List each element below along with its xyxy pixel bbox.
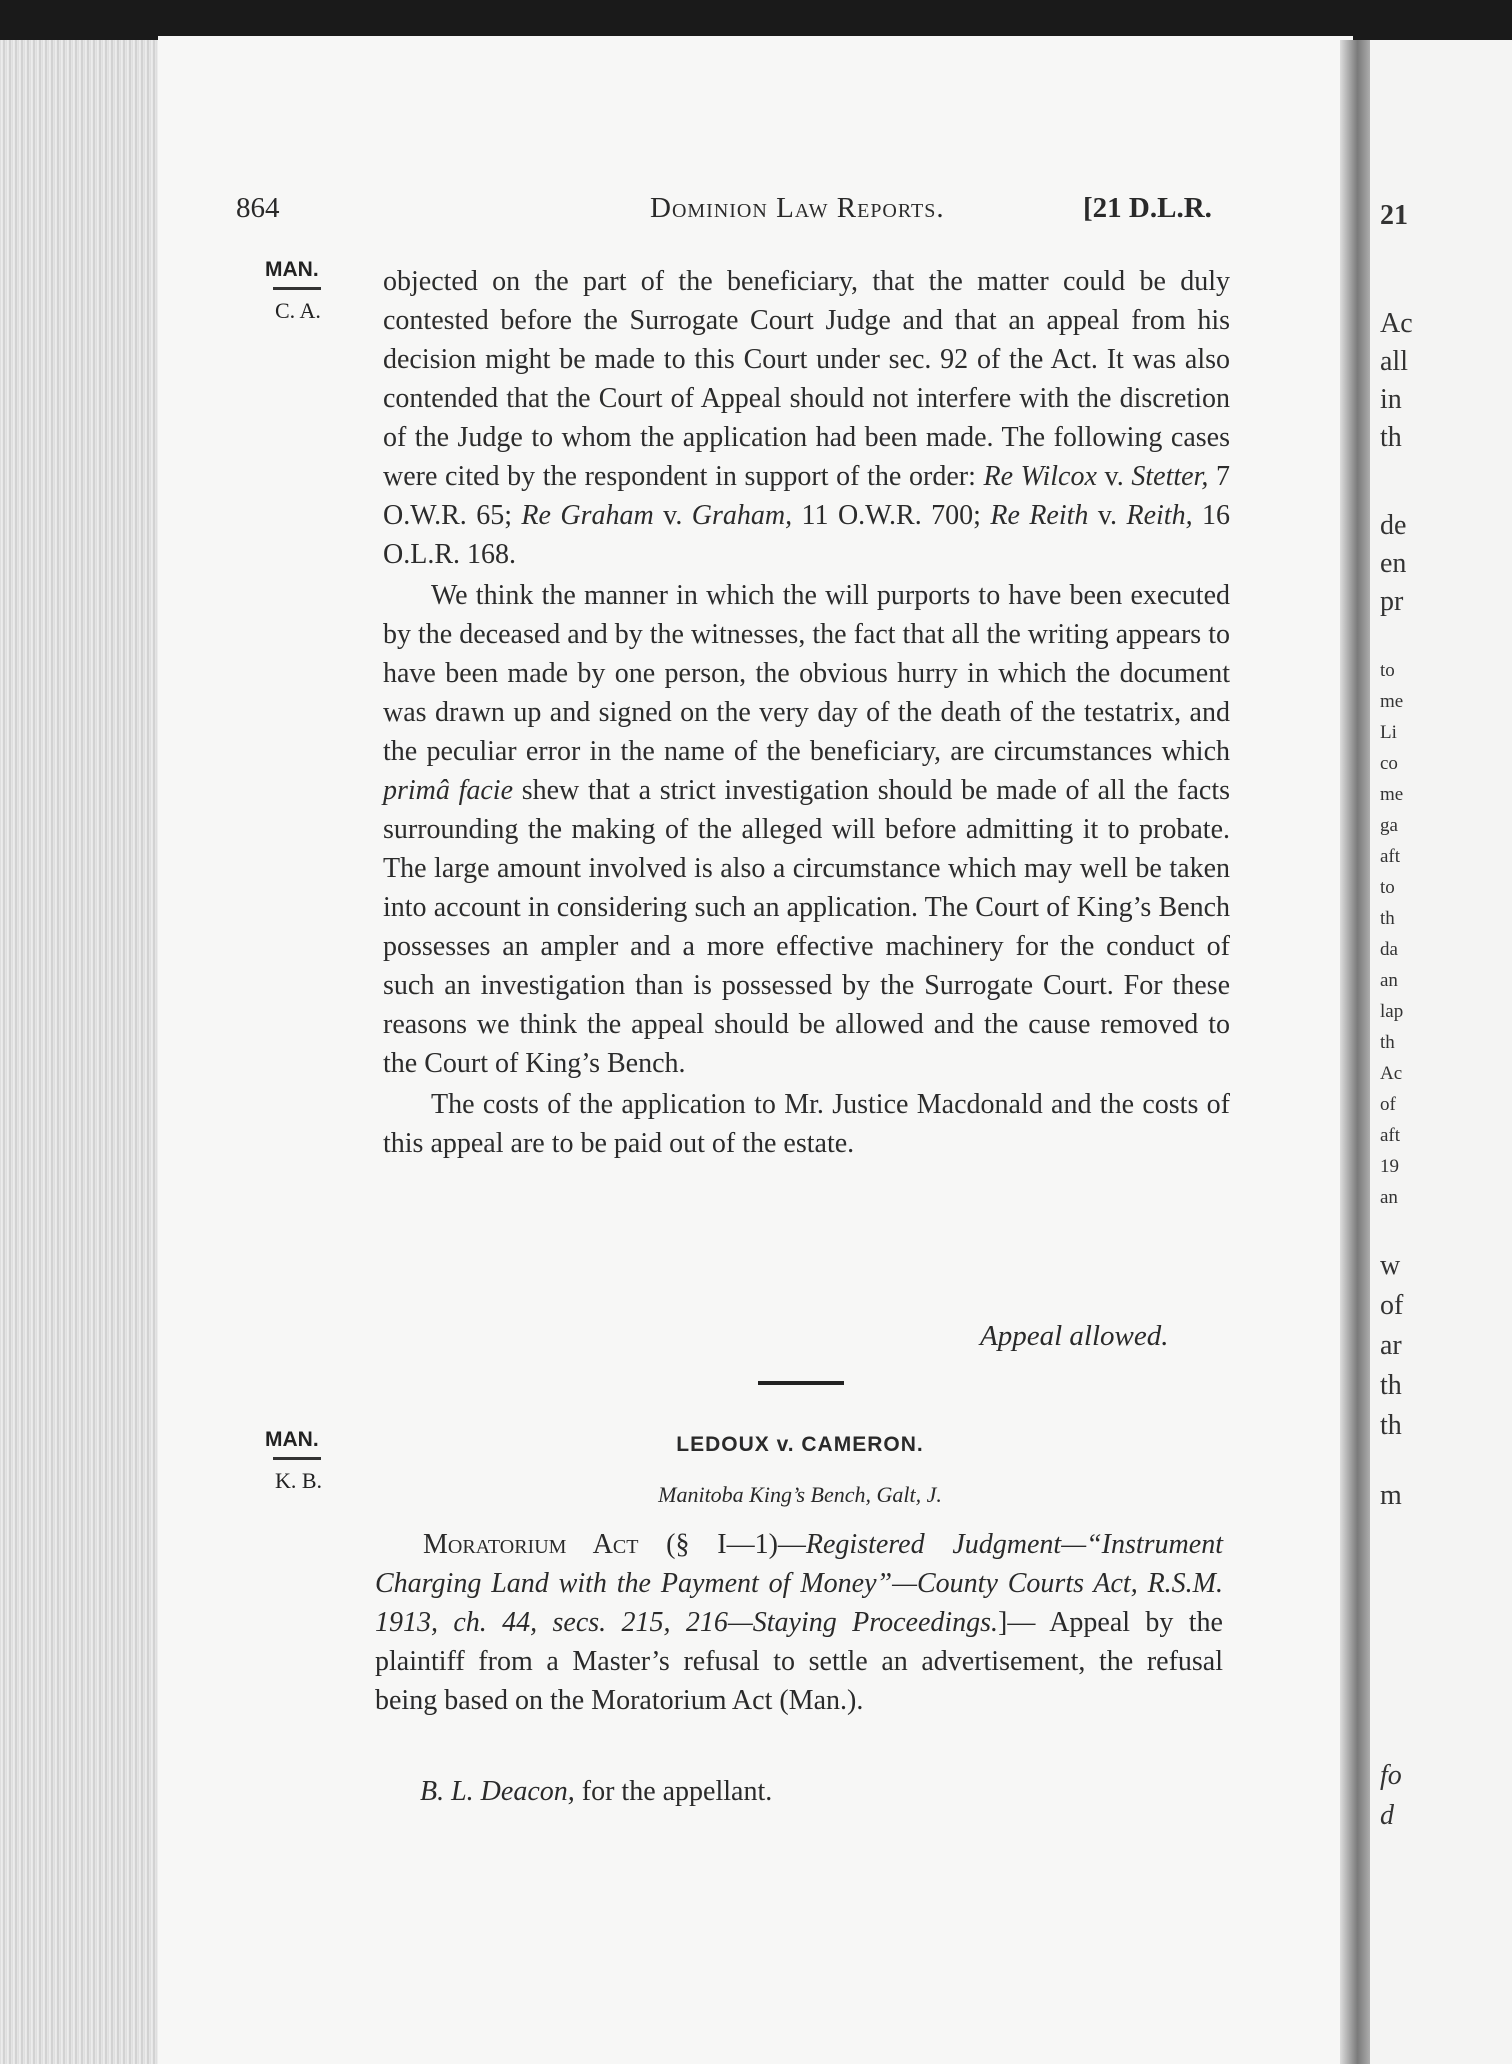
facing-line: pr xyxy=(1380,586,1404,617)
facing-line: of xyxy=(1380,1290,1404,1321)
facing-small-line: to xyxy=(1380,877,1395,898)
margin-court: C. A. xyxy=(275,298,321,323)
facing-small-line: to xyxy=(1380,660,1395,681)
volume-citation: [21 D.L.R. xyxy=(1083,192,1212,224)
facing-small-line: Li xyxy=(1380,722,1397,743)
report-citation: 7 O.W.R. 65; xyxy=(383,461,1231,531)
counsel-name: B. L. Deacon, xyxy=(420,1776,575,1807)
margin-note-bottom xyxy=(265,1428,345,1494)
facing-line: w xyxy=(1380,1250,1401,1281)
judgment-body xyxy=(383,262,1230,1163)
case-name: Stetter, xyxy=(1131,461,1209,492)
facing-page xyxy=(1370,40,1512,2064)
headnote-subject: Moratorium Act xyxy=(423,1529,639,1560)
facing-small-line: Ac xyxy=(1380,1063,1403,1084)
counsel-role: for the appellant. xyxy=(574,1776,773,1807)
headnote-ref: (§ I—1)— xyxy=(638,1529,806,1560)
facing-line: all xyxy=(1380,346,1408,377)
facing-line: m xyxy=(1380,1480,1402,1511)
case-name: Reith, xyxy=(1126,500,1193,531)
margin-court-abbr: MAN. xyxy=(265,258,319,281)
court-line: Manitoba King’s Bench, Galt, J. xyxy=(658,1482,942,1507)
paragraph-1 xyxy=(383,262,1230,574)
headnote-paragraph xyxy=(375,1525,1223,1720)
facing-small-line: aft xyxy=(1380,846,1401,867)
facing-small-line: me xyxy=(1380,784,1404,805)
facing-line: de xyxy=(1380,510,1407,541)
case-name: Re Reith xyxy=(990,500,1089,531)
facing-line: th xyxy=(1380,422,1402,453)
facing-italic-line: fo xyxy=(1380,1760,1402,1791)
facing-page-header: 21 xyxy=(1380,200,1408,231)
paragraph-text: We think the manner in which the will purports to have been executed by the deceased and by the witnesses, the fact that all the writing appears to have been made by one person, the obvious hurry in which the document was drawn up and signed on the very day of the death of the testatrix, and the peculiar error in the name of the beneficiary, are circumstances which xyxy=(383,580,1230,767)
facing-small-line: th xyxy=(1380,1032,1395,1053)
section-separator xyxy=(758,1381,844,1385)
facing-small-line: of xyxy=(1380,1094,1396,1115)
paragraph-2 xyxy=(383,576,1230,1083)
case-name: Re Wilcox xyxy=(983,461,1097,492)
page-number: 864 xyxy=(236,192,280,224)
headnote-close: ]— xyxy=(998,1607,1036,1638)
report-citation: 16 O.L.R. 168. xyxy=(383,500,1231,570)
facing-small-line: ga xyxy=(1380,815,1398,836)
margin-rule xyxy=(273,1457,321,1460)
facing-small-line: an xyxy=(1380,970,1398,991)
versus: v. xyxy=(1088,500,1127,531)
case-name: Graham, xyxy=(691,500,793,531)
headnote xyxy=(375,1525,1223,1720)
paragraph-text: shew that a strict investigation should be made of all the facts surrounding the making of the alleged will before admitting it to probate. The large amount involved is also a circumstance which may well be taken into account in considering such an application. The Court of King’s Bench possesses an ampler and a more effective machinery for the conduct of such an investigation than is possessed by the Surrogate Court. For these reasons we think the appeal should be allowed and the cause removed to the Court of King’s Bench. xyxy=(383,775,1230,1079)
facing-small-line: da xyxy=(1380,939,1398,960)
latin-phrase: primâ facie xyxy=(383,775,514,806)
book-gutter xyxy=(1340,40,1372,2064)
facing-line: th xyxy=(1380,1370,1402,1401)
facing-small-line: th xyxy=(1380,908,1395,929)
versus: v. xyxy=(1096,461,1132,492)
report-citation: 11 O.W.R. 700; xyxy=(792,500,991,531)
facing-italic-line: d xyxy=(1380,1800,1394,1831)
running-title: Dominion Law Reports. xyxy=(650,192,945,224)
margin-court-abbr: MAN. xyxy=(265,1428,319,1451)
margin-court: K. B. xyxy=(275,1468,323,1493)
facing-small-line: 19 xyxy=(1380,1156,1399,1177)
facing-line: en xyxy=(1380,548,1407,579)
margin-rule xyxy=(273,287,321,290)
facing-line: ar xyxy=(1380,1330,1402,1361)
facing-line: th xyxy=(1380,1410,1402,1441)
facing-small-line: lap xyxy=(1380,1001,1404,1022)
versus: v. xyxy=(653,500,692,531)
case-name: Re Graham xyxy=(521,500,654,531)
case-title: LEDOUX v. CAMERON. xyxy=(676,1433,924,1456)
facing-small-line: an xyxy=(1380,1187,1398,1208)
paragraph-text: objected on the part of the beneficiary, that the matter could be duly contested before the Surrogate Court Judge and that an appeal from his decision might be made to this Court under sec. 92 of the Act. It was also contended that the Court of Appeal should not interfere with the discretion of the Judge to whom the application had been made. The following cases were cited by the respondent in support of the order: xyxy=(383,266,1230,492)
disposition: Appeal allowed. xyxy=(980,1320,1169,1352)
facing-small-line: aft xyxy=(1380,1125,1401,1146)
paragraph-3: The costs of the application to Mr. Justice Macdonald and the costs of this appeal are to be paid out of the estate. xyxy=(383,1089,1230,1159)
book-page-stack xyxy=(0,40,160,2064)
facing-small-line: me xyxy=(1380,691,1404,712)
facing-line: Ac xyxy=(1380,308,1413,339)
headnote-topics: Registered Judgment—“Instrument Charging Land with the Payment of Money”—County Courts Act, R.S.M. 1913, ch. 44, secs. 215, 216—Staying Proceedings. xyxy=(375,1529,1223,1638)
headnote-text: Appeal by the plaintiff from a Master’s refusal to settle an advertisement, the refusal being based on the Moratorium Act (Man.). xyxy=(375,1607,1223,1716)
facing-line: in xyxy=(1380,384,1402,415)
counsel-line xyxy=(420,1776,772,1808)
margin-note-top xyxy=(265,258,345,324)
facing-small-line: co xyxy=(1380,753,1398,774)
